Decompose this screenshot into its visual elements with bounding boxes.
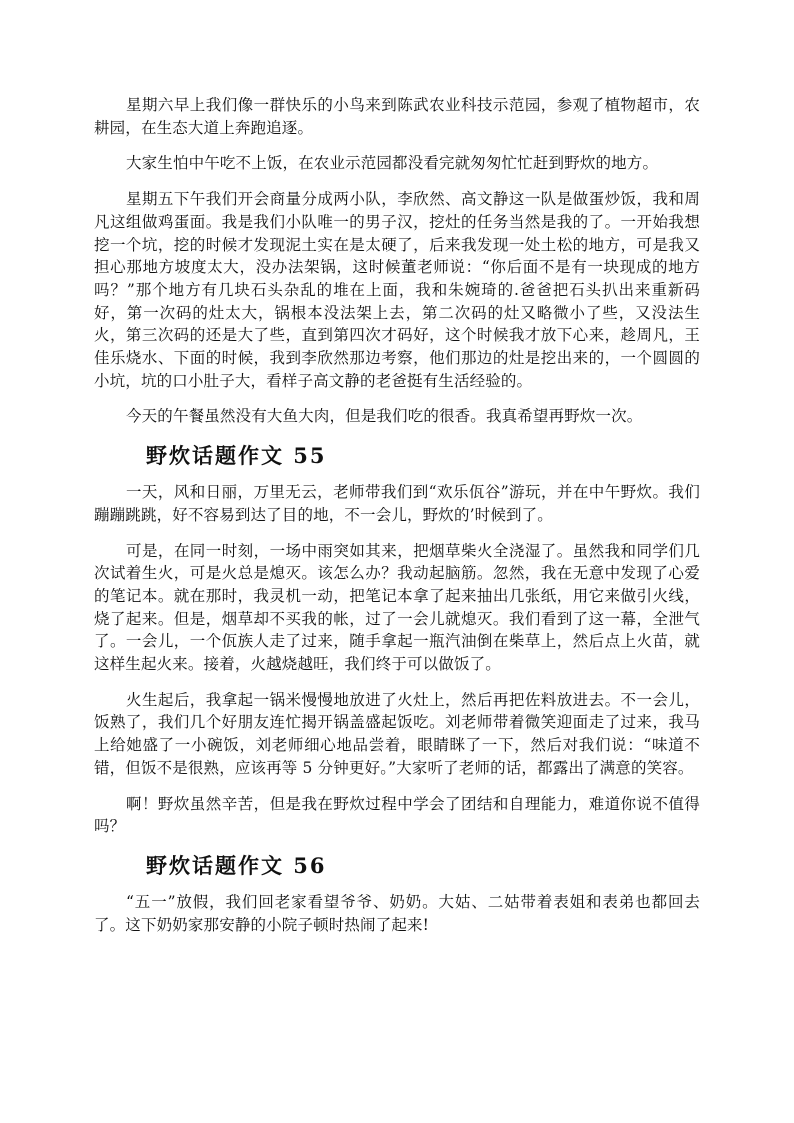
paragraph: 今天的午餐虽然没有大鱼大肉，但是我们吃的很香。我真希望再野炊一次。 [126,407,643,426]
paragraph: 可是，在同一时刻，一场中雨突如其来，把烟草柴火全浇湿了。虽然我和同学们几次试着生火，可是火总是熄灭。该怎么办？我动起脑筋。忽然，我在无意中发现了心爱的笔记本。就在那时，我灵机一动，把笔记本拿了起来抽出几张纸，用它来做引火线，烧了起来。但是，烟草却不买我的帐，过了一会儿就熄灭。我们看到了这一幕，全泄气了。一会儿，一个佤族人走了过来，随手拿起一瓶汽油倒在柴草上，然后点上火苗，就这样生起火来。接着，火越烧越旺，我们终于可以做饭了。 [94,541,700,674]
paragraph: 啊！野炊虽然辛苦，但是我在野炊过程中学会了团结和自理能力，难道你说不值得吗？ [94,794,700,836]
paragraph: 火生起后，我拿起一锅米慢慢地放进了火灶上，然后再把佐料放进去。不一会儿，饭熟了，我们几个好朋友连忙揭开锅盖盛起饭吃。刘老师带着微笑迎面走了过来，我马上给她盛了一小碗饭，刘老师细心地品尝着，眼睛眯了一下，然后对我们说：“味道不错，但饭不是很熟，应该再等 5 分钟更好。”大家听了老师的话，都露出了满意的笑容。 [94,690,700,777]
section-heading-56: 野炊话题作文 56 [146,852,327,878]
paragraph: 星期六早上我们像一群快乐的小鸟来到陈武农业科技示范园，参观了植物超市，农耕园，在生态大道上奔跑追逐。 [94,96,700,137]
paragraph: 大家生怕中午吃不上饭，在农业示范园都没看完就匆匆忙忙赶到野炊的地方。 [126,154,659,173]
document-body [94,94,700,949]
paragraph: 一天，风和日丽，万里无云，老师带我们到“欢乐佤谷”游玩，并在中午野炊。我们蹦蹦跳跳，好不容易到达了目的地，不一会儿，野炊的’时候到了。 [94,483,700,524]
section-heading-55: 野炊话题作文 55 [146,443,327,469]
paragraph: “五一”放假，我们回老家看望爷爷、奶奶。大姑、二姑带着表姐和表弟也都回去了。这下奶奶家那安静的小院子顿时热闹了起来! [94,892,700,934]
paragraph: 星期五下午我们开会商量分成两小队，李欣然、高文静这一队是做蛋炒饭，我和周凡这组做鸡蛋面。我是我们小队唯一的男子汉，挖灶的任务当然是我的了。一开始我想挖一个坑，挖的时候才发现泥土实在是太硬了，后来我发现一处土松的地方，可是我又担心那地方坡度太大，没办法架锅，这时候董老师说：“你后面不是有一块现成的地方吗？”那个地方有几块石头杂乱的堆在上面，我和朱婉琦的.爸爸把石头扒出来重新码好，第一次码的灶太大，锅根本没法架上去，第二次码的灶又略微小了些，又没法生火，第三次码的还是大了些，直到第四次才码好，这个时候我才放下心来，趁周凡，王佳乐烧水、下面的时候，我到李欣然那边考察，他们那边的灶是挖出来的，一个圆圆的小坑，坑的口小肚子大，看样子高文静的老爸挺有生活经验的。 [94,190,700,390]
